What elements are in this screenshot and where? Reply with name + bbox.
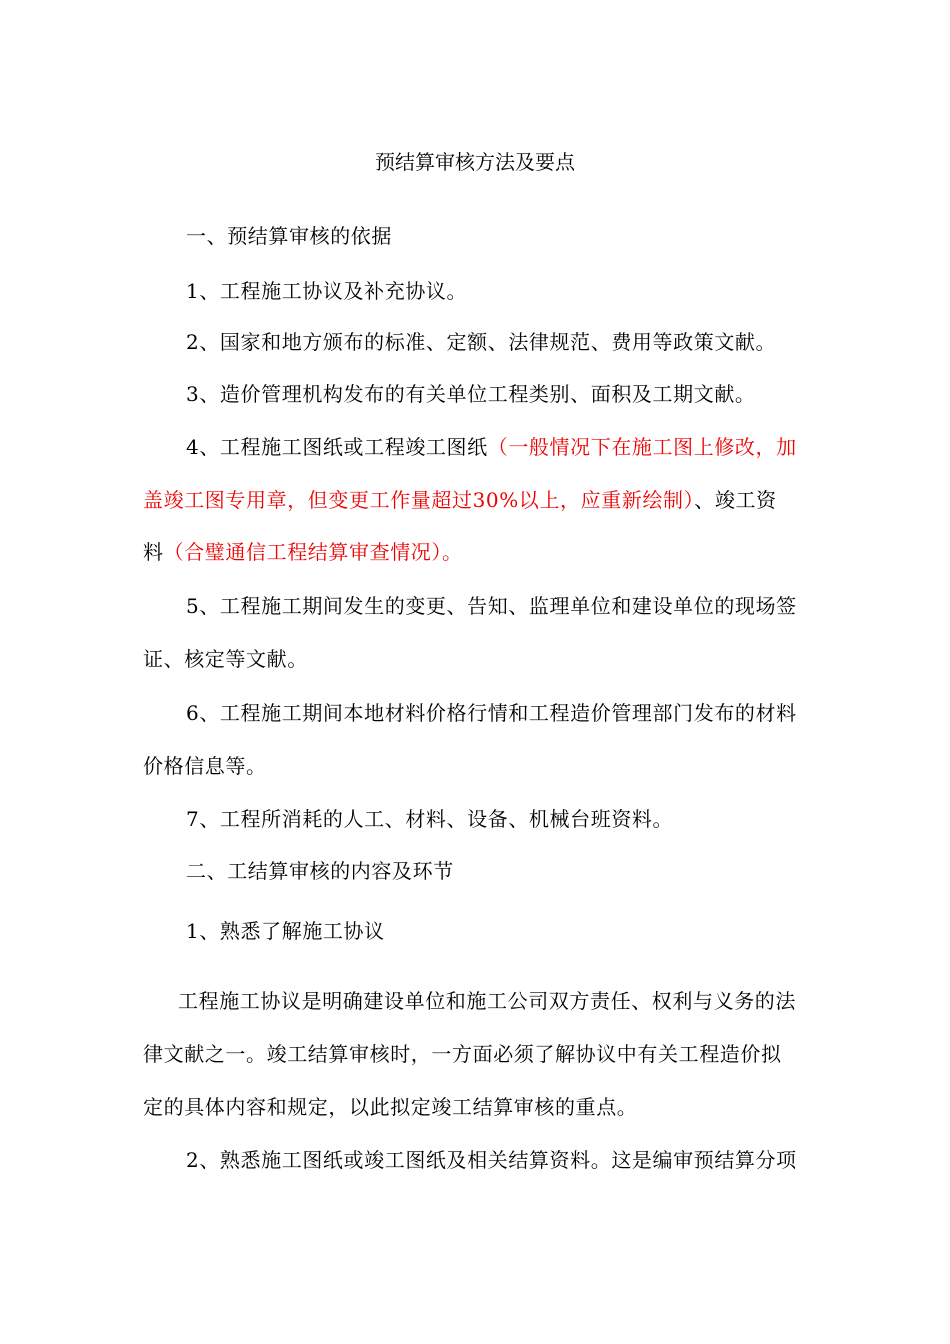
list-item-5-line-1 [186,592,823,620]
text-segment: 律文献之一。竣工结算审核时，一方面必须了解协议中有关工程造价拟 [143,1042,782,1066]
section-heading-1 [186,222,823,250]
text-segment: 定的具体内容和规定，以此拟定竣工结算审核的重点。 [143,1095,638,1119]
text-segment: 1、工程施工协议及补充协议。 [186,279,468,303]
subsection-heading-2 [186,1146,823,1174]
text-segment: 5、工程施工期间发生的变更、告知、监理单位和建设单位的现场签 [186,594,797,618]
text-segment: 料 [143,540,164,564]
text-segment: 7、工程所消耗的人工、材料、设备、机械台班资料。 [186,807,674,831]
paragraph-line-3 [143,1093,823,1121]
highlighted-text-segment: （一般情况下在施工图上修改，加 [487,435,797,459]
paragraph-line-1 [178,987,823,1015]
paragraph-line-2 [143,1040,823,1068]
text-segment: 2、熟悉施工图纸或竣工图纸及相关结算资料。这是编审预结算分项 [186,1148,797,1172]
list-item-6-line-2 [143,752,823,780]
document-title: 预结算审核方法及要点 [375,150,575,174]
subsection-heading-1 [186,917,823,945]
text-segment: 、竣工资 [694,488,777,512]
highlighted-text-segment: （合璧通信工程结算审查情况）。 [163,540,463,564]
text-segment: 二、工结算审核的内容及环节 [186,859,454,883]
text-segment: 证、核定等文献。 [143,647,308,671]
text-segment: 价格信息等。 [143,754,267,778]
section-heading-2 [186,857,823,885]
list-item-6-line-1 [186,699,823,727]
list-item-5-line-2 [143,645,823,673]
list-item-1 [186,277,823,305]
text-segment: 工程施工协议是明确建设单位和施工公司双方责任、权利与义务的法 [178,989,796,1013]
list-item-4-line-3 [143,538,823,566]
highlighted-text-segment: 盖竣工图专用章，但变更工作量超过30%以上，应重新绘制） [143,488,695,512]
text-segment: 6、工程施工期间本地材料价格行情和工程造价管理部门发布的材料 [186,701,797,725]
list-item-3 [186,380,823,408]
text-segment: 一、预结算审核的依据 [186,224,392,248]
text-segment: 1、熟悉了解施工协议 [186,919,385,943]
list-item-4-line-2 [143,486,823,514]
text-segment: 2、国家和地方颁布的标准、定额、法律规范、费用等政策文献。 [186,330,777,354]
text-segment: 4、工程施工图纸或工程竣工图纸 [186,435,488,459]
list-item-2 [186,328,823,356]
text-segment: 3、造价管理机构发布的有关单位工程类别、面积及工期文献。 [186,382,756,406]
list-item-4-line-1 [186,433,823,461]
list-item-7 [186,805,823,833]
